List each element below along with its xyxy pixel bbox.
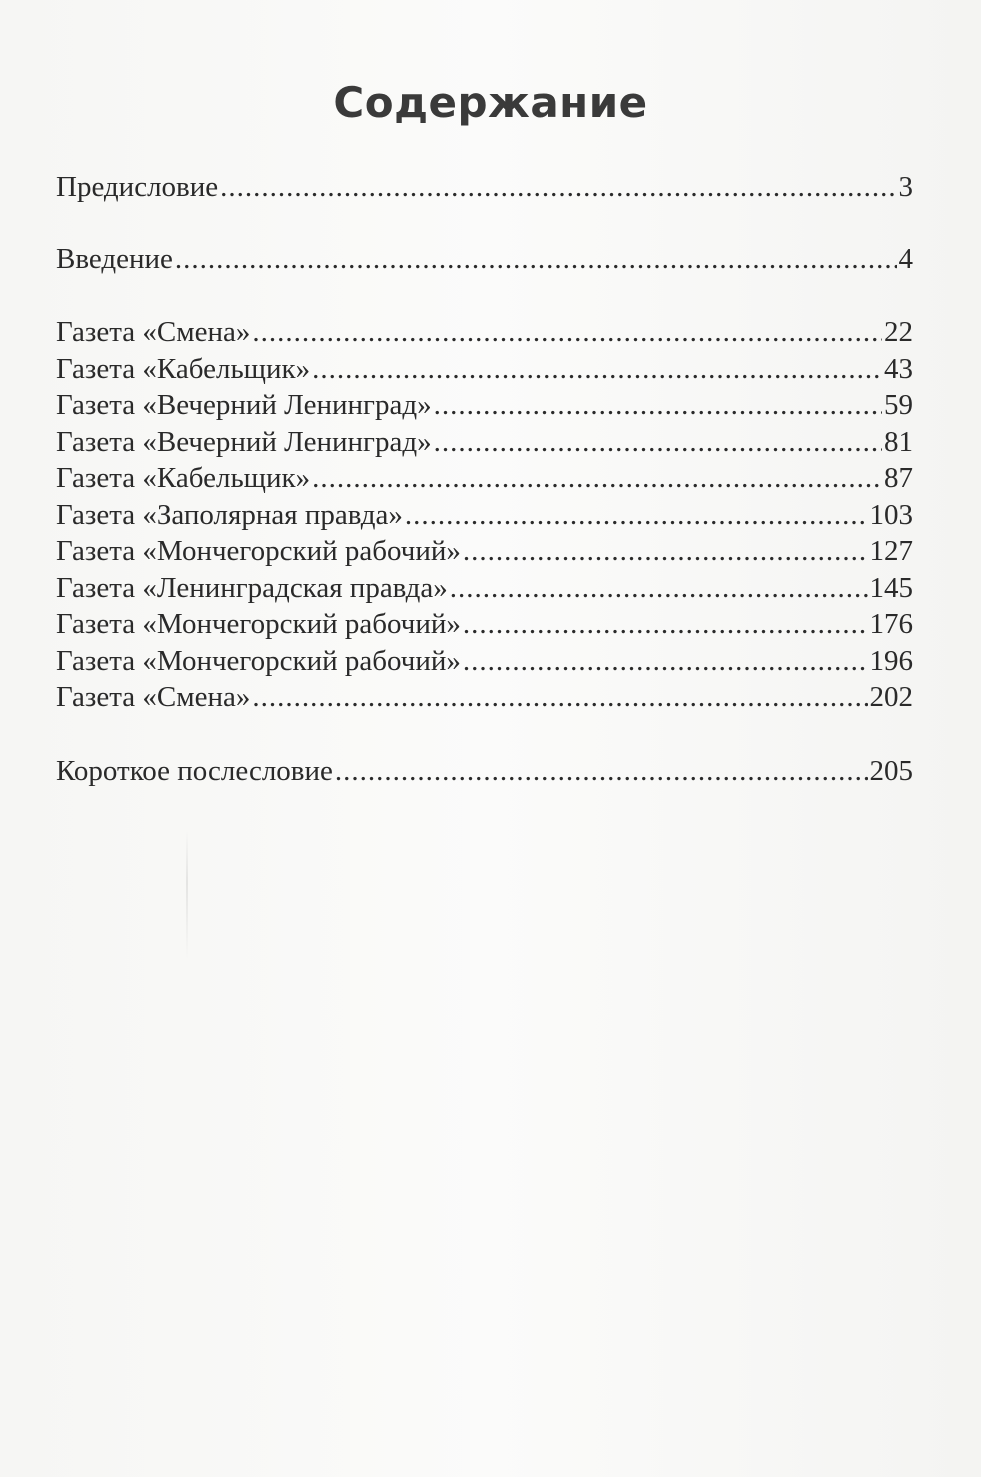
toc-entry <box>56 642 913 680</box>
toc-entry-page: 202 <box>869 681 913 713</box>
toc-entry-label: Газета «Мончегорский рабочий» <box>56 608 461 640</box>
toc-entry-label: Короткое послесловие <box>56 755 333 787</box>
toc-leader-dots <box>220 168 896 206</box>
toc-entry <box>56 168 913 206</box>
toc-entry-page: 59 <box>884 389 913 421</box>
toc-leader-dots <box>252 313 882 351</box>
toc-entry <box>56 678 913 716</box>
toc-entry-label: Введение <box>56 243 173 275</box>
toc-entry-label: Газета «Мончегорский рабочий» <box>56 645 461 677</box>
toc-entry-label: Газета «Ленинградская правда» <box>56 572 448 604</box>
toc-entry <box>56 569 913 607</box>
toc-entry-page: 87 <box>884 462 913 494</box>
toc-entry-page: 43 <box>884 353 913 385</box>
toc-leader-dots <box>450 569 868 607</box>
toc-entry-label: Газета «Вечерний Ленинград» <box>56 389 432 421</box>
toc-entry-label: Газета «Мончегорский рабочий» <box>56 535 461 567</box>
toc-entry <box>56 459 913 497</box>
scan-artifact <box>186 830 188 960</box>
toc-entry-label: Предисловие <box>56 171 219 203</box>
toc-entry-label: Газета «Заполярная правда» <box>56 499 403 531</box>
toc-leader-dots <box>463 532 868 570</box>
toc-entry-page: 196 <box>869 645 913 677</box>
toc-leader-dots <box>312 350 882 388</box>
toc-leader-dots <box>335 752 868 790</box>
toc-entry-page: 176 <box>869 608 913 640</box>
toc-entry-label: Газета «Вечерний Ленинград» <box>56 426 432 458</box>
toc-entry-label: Газета «Кабельщик» <box>56 462 311 494</box>
toc-entry-page: 103 <box>869 499 913 531</box>
toc-entry-page: 205 <box>869 755 913 787</box>
toc-entry <box>56 313 913 351</box>
toc-entry-label: Газета «Смена» <box>56 316 251 348</box>
toc-leader-dots <box>312 459 882 497</box>
toc-entry <box>56 752 913 790</box>
toc-entry <box>56 386 913 424</box>
toc-entry-page: 3 <box>898 171 913 203</box>
toc-entry-page: 22 <box>884 316 913 348</box>
toc-entry-label: Газета «Кабельщик» <box>56 353 311 385</box>
toc-entry <box>56 532 913 570</box>
toc-entry <box>56 350 913 388</box>
toc-entry-page: 81 <box>884 426 913 458</box>
toc-leader-dots <box>463 642 868 680</box>
toc-entry <box>56 240 913 278</box>
toc-entry <box>56 605 913 643</box>
page-title: Содержание <box>333 78 648 127</box>
toc-leader-dots <box>175 240 897 278</box>
toc-entry-page: 145 <box>869 572 913 604</box>
toc-entry-page: 4 <box>898 243 913 275</box>
toc-leader-dots <box>463 605 868 643</box>
toc-leader-dots <box>252 678 867 716</box>
toc-leader-dots <box>434 423 882 461</box>
toc-entry <box>56 496 913 534</box>
toc-entry-label: Газета «Смена» <box>56 681 251 713</box>
toc-entry-page: 127 <box>869 535 913 567</box>
toc-leader-dots <box>405 496 868 534</box>
toc-leader-dots <box>434 386 882 424</box>
toc-entry <box>56 423 913 461</box>
